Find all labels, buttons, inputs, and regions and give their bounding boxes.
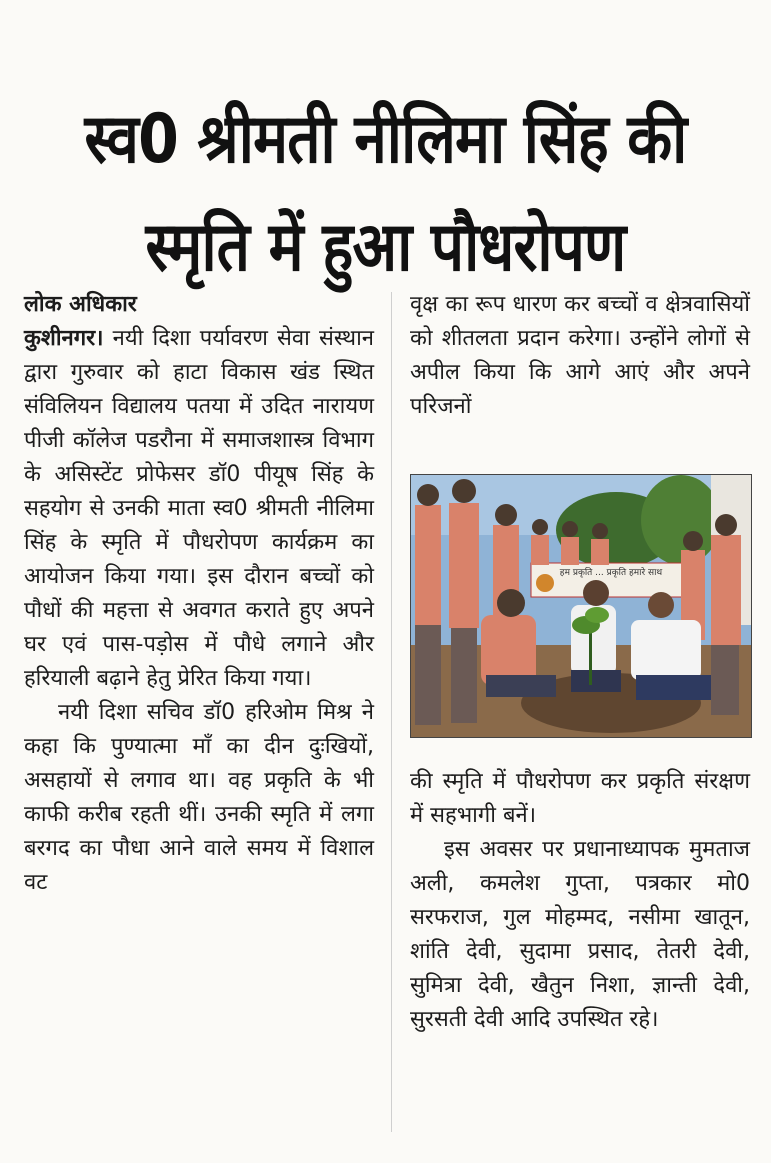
- paragraph-1-text: नयी दिशा पर्यावरण सेवा संस्थान द्वारा गुरुवार को हाटा विकास खंड स्थित संविलियन विद्यालय पतया में उदित नारायण पीजी कॉलेज पडरौना में समाजशास्त्र विभाग के असिस्टेंट प्रोफेसर डॉ0 पीयूष सिंह के सहयोग से उनकी माता स्व0 श्रीमती नीलिमा सिंह के स्मृति में पौधरोपण कार्यक्रम का आयोजन किया गया। इस दौरान बच्चों को पौधों की महत्ता से अवगत कराते हुए अपने घर एवं पास-पड़ोस में पौधे लगाने और हरियाली बढ़ाने हेतु प्रेरित किया गया।: [24, 326, 374, 691]
- article-column-right-top: [410, 288, 750, 424]
- headline-line-2: स्मृति में हुआ पौधरोपण: [145, 207, 626, 287]
- paragraph-2-continued: वृक्ष का रूप धारण कर बच्चों व क्षेत्रवासियों को शीतलता प्रदान करेगा। उन्होंने लोगों से अपील किया कि आगे आएं और अपने परिजनों: [410, 292, 750, 419]
- banner-text: हम प्रकृति ... प्रकृति हमारे साथ: [559, 568, 663, 578]
- paragraph-2: नयी दिशा सचिव डॉ0 हरिओम मिश्र ने कहा कि पुण्यात्मा माँ का दीन दुःखियों, असहायों से लगाव था। वह प्रकृति के भी काफी करीब रहती थीं। उनकी स्मृति में लगा बरगद का पौधा आने वाले समय में विशाल वट: [24, 700, 374, 895]
- plantation-photo-illustration: [411, 475, 751, 737]
- event-photo: [410, 474, 752, 738]
- article-column-right-bottom: [410, 765, 750, 1037]
- column-divider: [391, 292, 392, 1132]
- article-column-left: [24, 288, 374, 900]
- headline-line-1: स्व0 श्रीमती नीलिमा सिंह की: [84, 99, 687, 179]
- paragraph-2-end: की स्मृति में पौधरोपण कर प्रकृति संरक्षण में सहभागी बनें।: [410, 769, 750, 828]
- byline: लोक अधिकार: [24, 292, 137, 317]
- dateline: कुशीनगर।: [24, 326, 104, 351]
- paragraph-3: इस अवसर पर प्रधानाध्यापक मुमताज अली, कमलेश गुप्ता, पत्रकार मो0 सरफराज, गुल मोहम्मद, नसीमा खातून, शांति देवी, सुदामा प्रसाद, तेतरी देवी, सुमित्रा देवी, खैतुन निशा, ज्ञान्ती देवी, सुरसती देवी आदि उपस्थित रहे।: [410, 837, 750, 1032]
- paragraph-1: [24, 322, 374, 696]
- headline: [71, 86, 700, 302]
